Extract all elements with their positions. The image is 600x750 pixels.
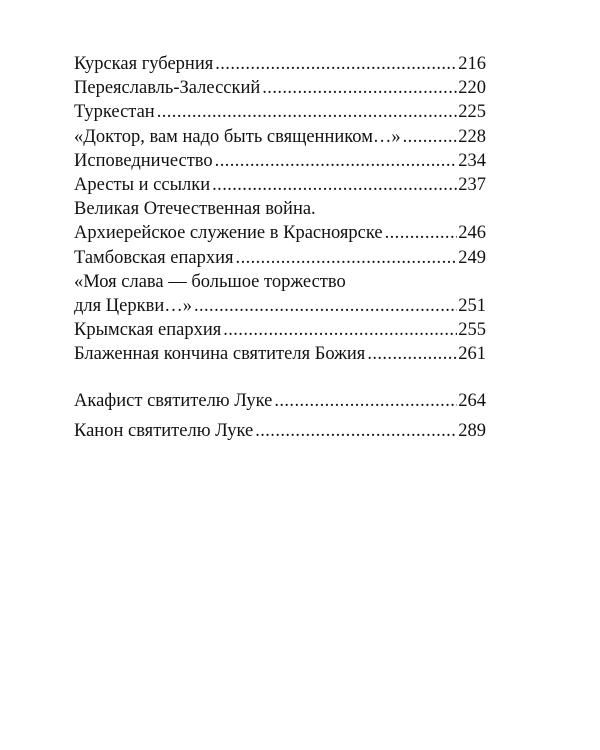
toc-entry-title-line: «Моя слава — большое торжество [74,271,346,292]
dot-leader [255,419,457,443]
toc-entry-title: Переяславль-Залесский [74,78,261,99]
dot-leader [274,389,457,413]
toc-entry-title: Тамбовская епархия [74,247,234,268]
toc-entry [74,246,486,270]
toc-entry [74,173,486,197]
toc-entry [74,419,486,443]
toc-entry [74,221,486,245]
toc-entry-page: 220 [458,78,486,99]
toc-entry-title: Аресты и ссылки [74,175,211,196]
toc-entry-page: 234 [458,150,486,171]
toc-entry-page: 225 [458,102,486,123]
dot-leader [403,125,458,149]
toc-entry-title: Канон святителю Луке [74,420,254,441]
toc-entry [74,389,486,413]
toc-entry-page: 264 [458,390,486,411]
section-spacer [74,367,486,389]
dot-leader [385,221,458,245]
dot-leader [262,76,457,100]
toc-entry-title-line: Великая Отечественная война. [74,199,316,220]
toc-entry [74,76,486,100]
toc-entry-title: Акафист святителю Луке [74,390,273,411]
toc-entry-title: Крымская епархия [74,320,222,341]
toc-entry-title: «Доктор, вам надо быть священником…» [74,126,401,147]
table-of-contents [74,52,486,443]
toc-entry-page: 261 [458,344,486,365]
toc-entry-page: 237 [458,175,486,196]
dot-leader [212,173,457,197]
dot-leader [194,294,457,318]
toc-entry [74,125,486,149]
dot-leader [236,246,458,270]
toc-entry [74,318,486,342]
toc-entry [74,294,486,318]
toc-entry-title: для Церкви…» [74,296,192,317]
toc-entry-page: 249 [458,247,486,268]
toc-entry-title: Туркестан [74,102,155,123]
toc-entry-page: 216 [458,54,486,74]
toc-entry-page: 289 [458,420,486,441]
dot-leader [215,52,457,76]
toc-entry [74,100,486,124]
toc-entry-title: Исповедничество [74,150,213,171]
toc-entry-title: Архиерейское служение в Красноярске [74,223,383,244]
toc-entry-page: 228 [458,126,486,147]
dot-leader [223,318,457,342]
toc-entry [74,342,486,366]
toc-entry [74,52,486,76]
dot-leader [157,100,458,124]
dot-leader [215,149,458,173]
toc-entry-page: 255 [458,320,486,341]
toc-entry-title: Блаженная кончина святителя Божия [74,344,366,365]
dot-leader [367,342,457,366]
toc-entry-title: Курская губерния [74,54,214,74]
toc-entry-page: 246 [458,223,486,244]
toc-entry-page: 251 [458,296,486,317]
toc-entry [74,149,486,173]
